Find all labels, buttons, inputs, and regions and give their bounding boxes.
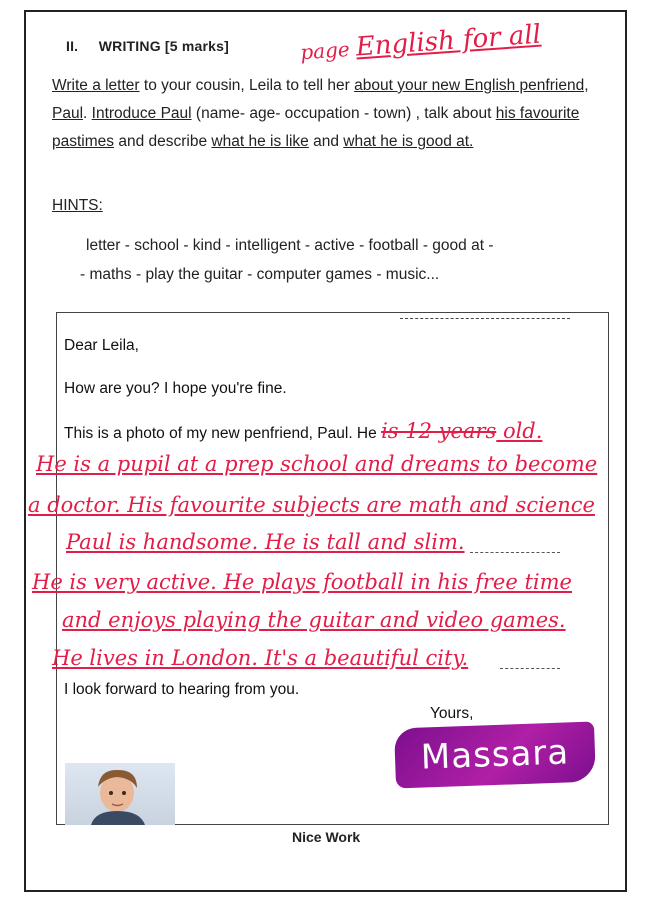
letter-greeting: Dear Leila,: [64, 337, 139, 354]
section-title: WRITING [5 marks]: [98, 38, 229, 54]
handwritten-line: He lives in London. It's a beautiful city.: [52, 646, 469, 670]
section-heading: [66, 38, 229, 54]
letter-closing: I look forward to hearing from you.: [64, 681, 300, 698]
signature-text: Massara: [420, 732, 570, 778]
task-part: Introduce Paul: [91, 105, 192, 122]
task-part: what he is like: [211, 133, 309, 150]
hints-line-2: - maths - play the guitar - computer games - music...: [80, 266, 440, 283]
task-part: and describe: [114, 133, 212, 150]
handwritten-line: a doctor. His favourite subjects are math and science: [28, 493, 595, 517]
signature-badge: [394, 722, 596, 789]
address-line: [400, 318, 570, 319]
writing-line: [500, 668, 560, 669]
handwritten-line: He is very active. He plays football in his free time: [32, 570, 572, 594]
task-part: his favourite pastimes: [52, 105, 580, 150]
section-number: II.: [66, 38, 79, 54]
letter-intro: [64, 419, 542, 443]
task-part: to your cousin, Leila to tell her: [139, 77, 355, 94]
task-instructions: [52, 72, 592, 156]
task-part: (name- age- occupation - town) , talk about: [191, 105, 496, 122]
task-part: about your new English penfriend, Paul: [52, 77, 589, 122]
footer-note: Nice Work: [292, 829, 361, 845]
handwritten-line: Paul is handsome. He is tall and slim.: [66, 530, 465, 554]
intro-typed: This is a photo of my new penfriend, Paul. He: [64, 425, 382, 442]
watermark-name: English for all: [354, 19, 542, 63]
penfriend-photo: [65, 763, 175, 825]
boy-photo-icon: [65, 763, 175, 825]
task-part: Write a letter: [52, 77, 140, 94]
writing-line: [470, 552, 560, 553]
hints-line-1: letter - school - kind - intelligent - active - football - good at -: [86, 237, 494, 254]
intro-struck: is 12 years: [381, 419, 497, 443]
handwritten-line: and enjoys playing the guitar and video games.: [62, 608, 566, 632]
task-part: and: [308, 133, 344, 150]
intro-handwritten: old.: [496, 419, 543, 443]
handwritten-line: He is a pupil at a prep school and dreams to become: [36, 452, 598, 476]
task-part: what he is good at.: [343, 133, 474, 150]
watermark-page: page: [299, 36, 351, 65]
hints-title: HINTS:: [52, 197, 103, 214]
task-part: .: [83, 105, 92, 122]
letter-signoff: Yours,: [430, 705, 474, 722]
letter-opening: How are you? I hope you're fine.: [64, 380, 287, 397]
